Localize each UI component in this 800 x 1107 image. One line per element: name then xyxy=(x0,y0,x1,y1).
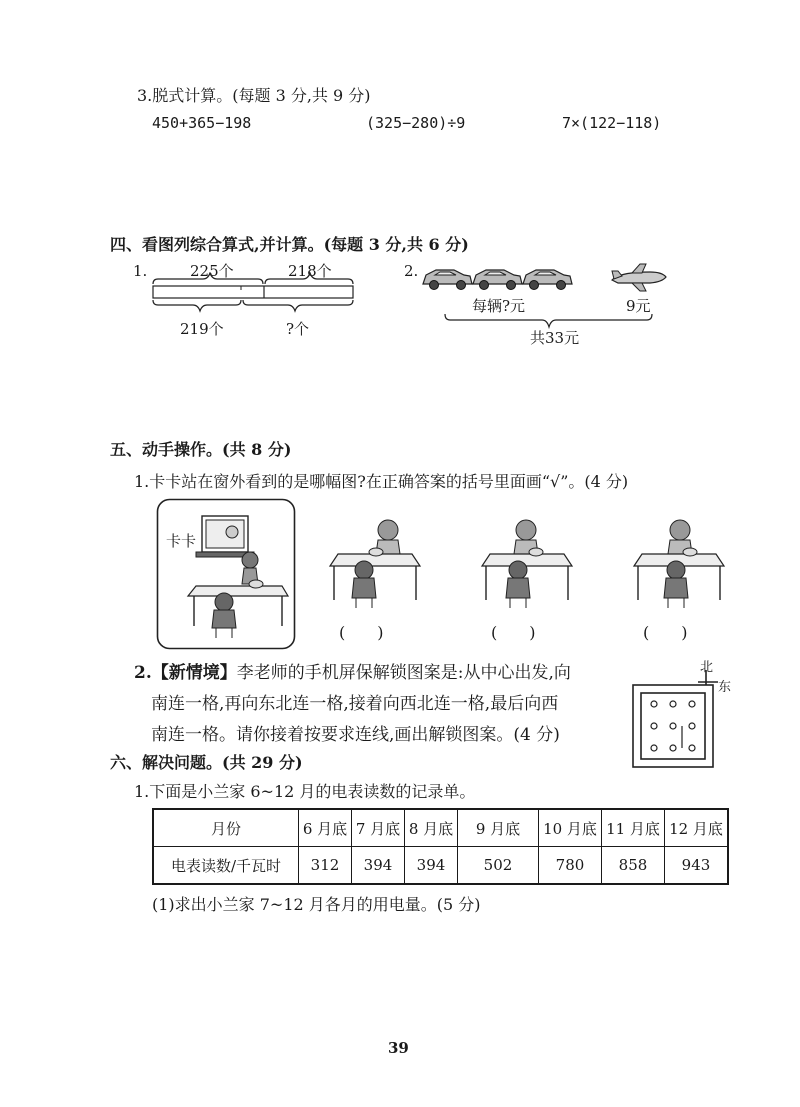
table-row xyxy=(153,847,728,885)
cars-and-plane-illustration xyxy=(420,262,670,294)
unlock-pattern-grid[interactable] xyxy=(632,684,714,768)
table-cell: 7 月底 xyxy=(352,809,405,847)
section4-heading: 四、看图列综合算式,并计算。(每题 3 分,共 6 分) xyxy=(110,235,469,254)
table-cell: 9 月底 xyxy=(458,809,539,847)
car-icon xyxy=(473,270,522,290)
q4-1-bottom-label-1: 219个 xyxy=(180,320,224,338)
table-cell: 780 xyxy=(539,847,602,885)
q5-1-prompt: 1.卡卡站在窗外看到的是哪幅图?在正确答案的括号里面画“√”。(4 分) xyxy=(134,472,629,491)
table-cell: 394 xyxy=(405,847,458,885)
kaka-label: 卡卡 xyxy=(166,532,197,550)
segment-diagram xyxy=(148,272,363,322)
expr-1: 450+365−198 xyxy=(152,114,252,132)
option-c-scene xyxy=(630,512,728,612)
option-b-scene xyxy=(478,512,576,612)
q5-2-line-1: 李老师的手机屏保解锁图案是:从中心出发,向 xyxy=(236,663,571,683)
section3-heading: 3.脱式计算。(每题 3 分,共 9 分) xyxy=(137,86,371,105)
table-row xyxy=(153,809,728,847)
table-cell: 394 xyxy=(352,847,405,885)
q4-2-number: 2. xyxy=(404,262,419,280)
q4-1-top-label-2: 218个 xyxy=(288,262,332,280)
kaka-window-scene xyxy=(156,498,296,650)
q4-2-total-label: 共33元 xyxy=(530,329,580,347)
table-row-header: 电表读数/千瓦时 xyxy=(153,847,299,885)
table-cell: 858 xyxy=(602,847,665,885)
q5-2-tag: 2.【新情境】 xyxy=(134,663,237,683)
expr-3: 7×(122−118) xyxy=(562,114,662,132)
section5-heading: 五、动手操作。(共 8 分) xyxy=(110,440,292,459)
page-number: 39 xyxy=(388,1039,409,1057)
section6-heading: 六、解决问题。(共 29 分) xyxy=(110,753,303,772)
q4-2-plane-price-label: 9元 xyxy=(626,297,651,315)
compass-north-label: 北 xyxy=(700,660,714,675)
table-cell: 943 xyxy=(665,847,729,885)
car-icon xyxy=(523,270,572,290)
q4-1-bottom-label-2: ?个 xyxy=(286,320,310,338)
toy-plane-icon xyxy=(612,264,666,291)
answer-paren-c[interactable]: ( ) xyxy=(643,623,688,642)
table-cell: 10 月底 xyxy=(539,809,602,847)
table-cell: 6 月底 xyxy=(299,809,352,847)
meter-reading-table xyxy=(152,808,729,885)
q4-1-top-label-1: 225个 xyxy=(190,262,234,280)
expr-2: (325−280)÷9 xyxy=(366,114,466,132)
option-a-scene xyxy=(326,512,424,612)
table-cell: 12 月底 xyxy=(665,809,729,847)
compass-east-label: 东 xyxy=(718,680,732,695)
q4-1-number: 1. xyxy=(133,262,148,280)
q6-1-prompt: 1.下面是小兰家 6~12 月的电表读数的记录单。 xyxy=(134,782,476,801)
q5-2-line-3: 南连一格。请你接着按要求连线,画出解锁图案。(4 分) xyxy=(151,725,560,745)
table-cell: 312 xyxy=(299,847,352,885)
car-icon xyxy=(423,270,472,290)
table-cell: 11 月底 xyxy=(602,809,665,847)
table-row-header: 月份 xyxy=(153,809,299,847)
q4-2-car-price-label: 每辆?元 xyxy=(472,297,526,315)
answer-paren-a[interactable]: ( ) xyxy=(339,623,384,642)
q6-1-sub-1: (1)求出小兰家 7~12 月各月的用电量。(5 分) xyxy=(152,895,481,914)
q5-2-line-2: 南连一格,再向东北连一格,接着向西北连一格,最后向西 xyxy=(151,694,559,714)
table-cell: 502 xyxy=(458,847,539,885)
table-cell: 8 月底 xyxy=(405,809,458,847)
answer-paren-b[interactable]: ( ) xyxy=(491,623,536,642)
